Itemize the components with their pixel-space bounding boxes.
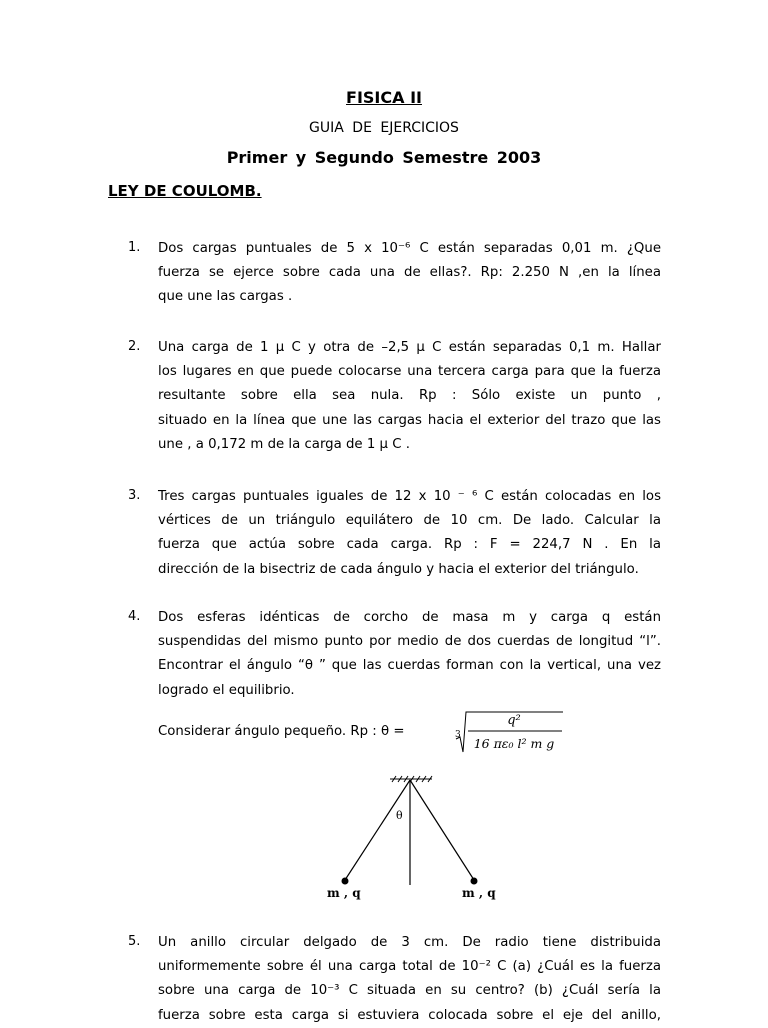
root-index: 3 [455,730,461,740]
text-line: dirección de la bisectriz de cada ángulo y hacia el exterior del triángulo. [158,561,639,577]
exercise-text [158,485,661,582]
exercise-number: 3. [128,488,141,503]
ceiling-hatch [392,776,432,782]
exercise-text [158,336,661,457]
text-line: Tres cargas puntuales iguales de 12 x 10 ⁻ ⁶ C están colocadas en los [158,489,661,504]
text-line: Un anillo circular delgado de 3 cm. De radio tiene distribuida [158,935,661,950]
text-line: fuerza se ejerce sobre cada una de ellas?. Rp: 2.250 N ,en la línea [158,265,661,281]
text-line: vértices de un triángulo equilátero de 10 cm. De lado. Calcular la [158,513,661,529]
formula-denominator: 16 πε₀ l² m g [473,736,555,751]
right-mass [471,878,477,884]
pendulum-diagram [342,776,477,885]
text-line: fuerza sobre esta carga si estuviera colocada sobre el eje del anillo, [158,1007,661,1023]
text-line: Encontrar el ángulo “θ ” que las cuerdas forman con la vertical, una vez [158,658,661,674]
text-line: los lugares en que puede colocarse una tercera carga para que la fuerza [158,364,661,380]
text-line: Dos esferas idénticas de corcho de masa m y carga q están [158,610,661,625]
right-mass-label: m , q [462,886,496,900]
text-line: fuerza que actúa sobre cada carga. Rp : F = 224,7 N . En la [158,537,661,553]
formula-numerator: q² [507,713,521,728]
text-line: resultante sobre ella sea nula. Rp : Sólo existe un punto , [158,388,661,404]
exercise-text [158,931,661,1028]
text-line: suspendidas del mismo punto por medio de dos cuerdas de longitud “l”. [158,634,661,650]
exercise-number: 5. [128,934,141,949]
text-line: que une las cargas . [158,289,293,305]
theta-label: θ [396,809,403,822]
text-line: uniformemente sobre él una carga total de 10⁻² C (a) ¿Cuál es la fuerza [158,959,661,975]
semester-heading: Primer y Segundo Semestre 2003 [226,148,542,167]
exercise-text [158,606,661,703]
right-string [410,780,474,880]
exercise-number: 2. [128,339,141,354]
document-subtitle: GUIA DE EJERCICIOS [309,120,459,136]
text-line: logrado el equilibrio. [158,682,295,698]
text-line: Una carga de 1 μ C y otra de –2,5 μ C están separadas 0,1 m. Hallar [158,340,661,355]
exercise-number: 1. [128,240,141,255]
text-line: une , a 0,172 m de la carga de 1 μ C . [158,436,410,452]
exercise-number: 4. [128,609,141,624]
cube-root-formula [455,712,563,752]
text-line: sobre una carga de 10⁻³ C situada en su centro? (b) ¿Cuál sería la [158,983,661,999]
exercise-text [158,237,661,310]
left-mass [342,878,348,884]
left-string [345,780,410,880]
text-line: Dos cargas puntuales de 5 x 10⁻⁶ C están separadas 0,01 m. ¿Que [158,241,661,256]
text-line: situado en la línea que une las cargas hacia el exterior del trazo que las [158,412,661,428]
left-mass-label: m , q [327,886,361,900]
section-heading: LEY DE COULOMB. [108,182,262,200]
formula-label: Considerar ángulo pequeño. Rp : θ = [158,724,405,739]
document-title: FISICA II [346,88,422,107]
